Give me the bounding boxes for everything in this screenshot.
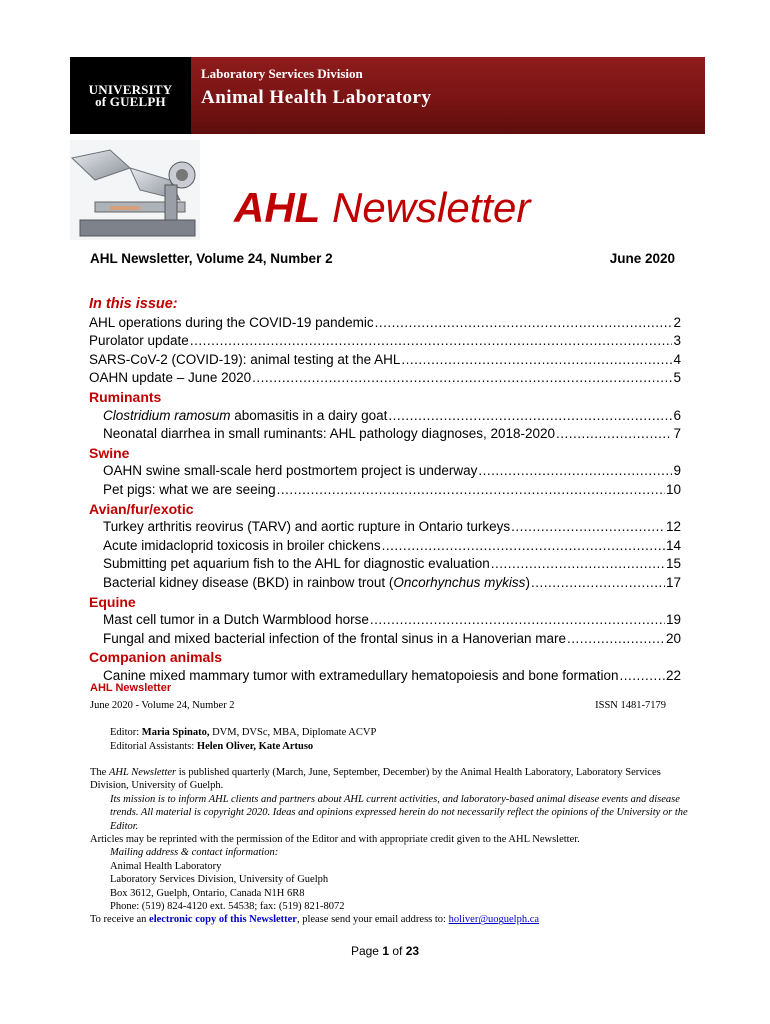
subscribe-text-a: To receive an (90, 914, 150, 926)
title-bold: AHL (234, 184, 321, 231)
toc-entry[interactable] (89, 351, 681, 370)
address-line-2: Laboratory Services Division, University of Guelph (110, 874, 329, 886)
toc-entry-page: 2 (673, 314, 681, 330)
toc-entry-page: 17 (665, 574, 681, 590)
contact-label (90, 846, 690, 859)
subscribe-text-b: , please send your email address to: (296, 914, 449, 926)
subscribe-line (90, 913, 690, 926)
toc-entry-title: Fungal and mixed bacterial infection of the frontal sinus in a Hanoverian mare (103, 630, 567, 646)
toc-entry-title: Neonatal diarrhea in small ruminants: AHL pathology diagnoses, 2018-2020 (103, 426, 556, 442)
pub-text-italic: AHL Newsletter (108, 767, 177, 778)
toc-entry-title: Purolator update (89, 333, 189, 349)
microscope-icon (70, 140, 200, 240)
toc-entry[interactable] (89, 407, 681, 426)
toc-entry[interactable] (89, 537, 681, 556)
assistants-label: Editorial Assistants: (110, 741, 197, 752)
title-rest: Newsletter (320, 184, 531, 231)
phone-line: Phone: (519) 824-4120 ext. 54538; fax: (519) 821-8072 (110, 901, 345, 913)
toc-section-equine: Equine (89, 593, 136, 610)
toc-entry-title: Canine mixed mammary tumor with extramedullary hematopoiesis and bone formation (103, 667, 619, 683)
issue-volume: AHL Newsletter, Volume 24, Number 2 (90, 251, 333, 266)
toc-entry-page: 12 (665, 519, 681, 535)
toc-entry-page: 15 (665, 556, 681, 572)
address-line-1: Animal Health Laboratory (110, 860, 222, 872)
imprint-issn: ISSN 1481-7179 (595, 700, 666, 711)
page-number (0, 944, 770, 958)
toc-entry[interactable] (89, 332, 681, 351)
toc-entry-page: 4 (673, 351, 681, 367)
imprint-editor (110, 726, 376, 739)
contact-label-text: Mailing address & contact information: (110, 847, 279, 859)
toc-entry-page: 14 (665, 537, 681, 553)
lab-name: Animal Health Laboratory (201, 87, 432, 108)
email-link[interactable]: holiver@uoguelph.ca (448, 914, 540, 926)
reprint-notice: Articles may be reprinted with the permission of the Editor and with appropriate credit given to the AHL Newsletter. (90, 834, 580, 846)
toc-entry-title: Mast cell tumor in a Dutch Warmblood horse (103, 612, 369, 628)
toc-entry-title: SARS-CoV-2 (COVID-19): animal testing at the AHL (89, 351, 401, 367)
toc-entry-page: 3 (673, 333, 681, 349)
toc-section-companion: Companion animals (89, 649, 223, 666)
page-of: of (389, 944, 406, 958)
assistants-names: Helen Oliver, Kate Artuso (196, 741, 314, 752)
pub-text-b: is published quarterly (March, June, September, December) by the Animal Health Laboratory, Laboratory Services Division, University of Guelph. (90, 767, 661, 792)
imprint-volume: June 2020 - Volume 24, Number 2 (90, 700, 235, 711)
logo-line-1: UNIVERSITY (88, 81, 173, 97)
toc-entry-page: 19 (665, 612, 681, 628)
toc-entry-title: Submitting pet aquarium fish to the AHL for diagnostic evaluation (103, 556, 490, 572)
header-banner (70, 57, 705, 134)
toc-entry[interactable] (89, 630, 681, 649)
banner-title-area (191, 57, 705, 134)
toc-entry-title: OAHN swine small-scale herd postmortem project is underway (103, 463, 478, 479)
pub-text-a: The (90, 767, 109, 778)
page-label: Page (350, 944, 383, 958)
university-logo (70, 57, 191, 134)
page-current: 1 (382, 944, 389, 958)
toc-section-swine: Swine (89, 444, 130, 461)
toc-entry[interactable] (89, 518, 681, 537)
toc-entry-title: OAHN update – June 2020 (89, 370, 252, 386)
issue-date: June 2020 (609, 251, 675, 266)
toc-entry-title: Acute imidacloprid toxicosis in broiler chickens (103, 537, 381, 553)
toc-entry-title (103, 407, 387, 426)
address-line-3: Box 3612, Guelph, Ontario, Canada N1H 6R8 (110, 887, 305, 899)
toc-entry-italic: Clostridium ramosum (103, 407, 231, 423)
toc-entry-text: abomasitis in a dairy goat (230, 407, 388, 423)
toc-section-avian: Avian/fur/exotic (89, 500, 194, 517)
toc-entry-title: AHL operations during the COVID-19 pandemic (89, 314, 374, 330)
toc-entry-page: 20 (665, 630, 681, 646)
toc-entry[interactable] (89, 555, 681, 574)
toc-entry-title (103, 574, 530, 593)
toc-entry-page: 6 (673, 407, 681, 423)
toc-entry-title: Pet pigs: what we are seeing (103, 481, 276, 497)
editor-label: Editor: (110, 727, 142, 738)
imprint-assistants (110, 740, 313, 753)
electronic-copy-link[interactable]: electronic copy of this Newsletter (149, 914, 297, 926)
toc-entry-tail: ) (525, 574, 530, 590)
editor-credentials: DVM, DVSc, MBA, Diplomate ACVP (209, 727, 377, 738)
toc-entry-page: 22 (665, 667, 681, 683)
mission-text: Its mission is to inform AHL clients and partners about AHL current activities, and laboratory-based animal disease events and disease trends. All material is copyright 2020. Ideas and opinions expressed herein do not necessarily reflect the opinions of the University or the Editor. (110, 793, 688, 832)
page-total: 23 (405, 944, 420, 958)
mission-statement (90, 793, 690, 833)
toc-entry[interactable] (89, 314, 681, 333)
editor-name: Maria Spinato, (141, 727, 210, 738)
toc-entry[interactable] (89, 462, 681, 481)
toc-entry-page: 5 (673, 370, 681, 386)
imprint-heading: AHL Newsletter (90, 682, 172, 694)
publication-paragraph (90, 766, 690, 793)
toc-entry-page: 10 (665, 481, 681, 497)
logo-line-2: of GUELPH (95, 93, 166, 109)
toc-section-ruminants: Ruminants (89, 388, 162, 405)
toc-entry[interactable] (89, 574, 681, 593)
newsletter-title (234, 183, 530, 233)
toc-entry[interactable] (89, 611, 681, 630)
imprint-block (90, 682, 690, 752)
toc-entry[interactable] (89, 369, 681, 388)
toc-entry-text: Bacterial kidney disease (BKD) in rainbow trout ( (103, 574, 394, 590)
toc-entry[interactable] (89, 425, 681, 444)
publication-info (90, 766, 690, 927)
toc-entry-italic: Oncorhynchus mykiss (393, 574, 526, 590)
toc-entry-page: 7 (673, 426, 681, 442)
toc-entry-title: Turkey arthritis reovirus (TARV) and aortic rupture in Ontario turkeys (103, 519, 511, 535)
division-name: Laboratory Services Division (201, 66, 363, 81)
toc-heading: In this issue: (89, 296, 178, 312)
toc-entry-page: 9 (673, 463, 681, 479)
table-of-contents (89, 295, 681, 685)
toc-entry[interactable] (89, 481, 681, 500)
